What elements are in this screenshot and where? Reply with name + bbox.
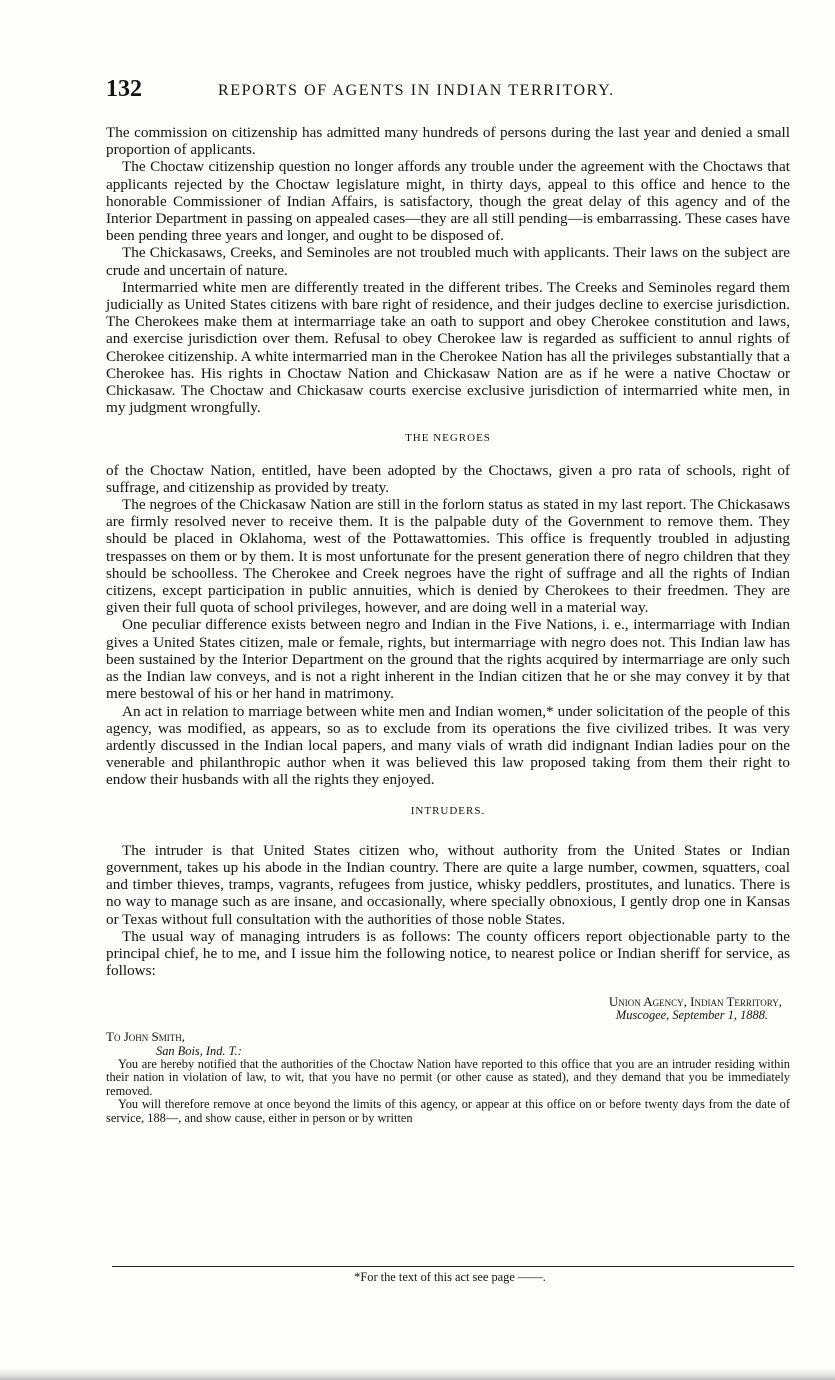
paragraph: of the Choctaw Nation, entitled, have been adopted by the Choctaws, given a pro rata of schools, right of suffrage, and citizenship as provided by treaty.	[106, 461, 790, 496]
paragraph: The intruder is that United States citizen who, without authority from the United States or Indian government, takes up his abode in the Indian country. There are quite a large number, cowmen, squatters, coal and timber thieves, tramps, vagrants, refugees from justice, whisky peddlers, prostitutes, and lunatics. There is no way to manage such as are insane, and occasionally, where specially obnoxious, I gently drop one in Kansas or Texas without full consultation with the authorities of those noble States.	[106, 841, 790, 928]
body-text	[106, 124, 790, 1125]
section-heading-negroes: THE NEGROES	[405, 432, 491, 445]
section-heading-intruders: INTRUDERS.	[410, 804, 486, 817]
paragraph: The Chickasaws, Creeks, and Seminoles are not troubled much with applicants. Their laws on the subject are crude and uncertain of nature.	[106, 244, 790, 279]
footnote-rule	[112, 1266, 794, 1267]
notice-paragraph: You are hereby notified that the authorities of the Choctaw Nation have reported to this office that you are an intruder residing within their nation in violation of law, to wit, that you have no permit (or other cause as stated), and they demand that you be immediately removed.	[106, 1056, 790, 1098]
running-title: REPORTS OF AGENTS IN INDIAN TERRITORY.	[218, 82, 615, 99]
paragraph: The usual way of managing intruders is as follows: The county officers report objectionable party to the principal chief, he to me, and I issue him the following notice, to nearest police or Indian sheriff for service, as follows:	[106, 927, 790, 980]
notice-place: Union Agency, Indian Territory,	[608, 994, 782, 1010]
paragraph: An act in relation to marriage between white men and Indian women,* under solicitation of the people of this agency, was modified, as appears, so as to exclude from its operations the five civilized tribes. It was very ardently discussed in the Indian local papers, and many vials of wrath did indignant Indian ladies pour on the venerable and philanthropic author when it was believed this law proposed taking from them their right to endow their husbands with all the rights they enjoyed.	[106, 702, 790, 789]
notice-date: Muscogee, September 1, 1888.	[615, 1007, 768, 1022]
recipient-address: San Bois, Ind. T.:	[156, 1043, 242, 1058]
footnote: *For the text of this act see page ——.	[354, 1270, 546, 1284]
recipient-name: To John Smith,	[106, 1029, 185, 1045]
paragraph: The Choctaw citizenship question no longer affords any trouble under the agreement with the Choctaws that applicants rejected by the Choctaw legislature might, in thirty days, appeal to this office and hence to the honorable Commissioner of Indian Affairs, is satisfactory, though the great delay of this agency and of the Interior Department in passing on appealed cases—they are all still pending—is embarrassing. These cases have been pending three years and longer, and ought to be disposed of.	[106, 158, 790, 245]
paragraph: Intermarried white men are differently treated in the different tribes. The Creeks and Seminoles regard them judicially as United States citizens with bare right of residence, and their judges decline to exercise jurisdiction. The Cherokees make them at intermarriage take an oath to support and obey Cherokee constitution and laws, and exercise jurisdiction over them. Refusal to obey Cherokee law is regarded as sufficient to annul rights of Cherokee citizenship. A white intermarried man in the Cherokee Nation has all the privileges substantially that a Cherokee has. His rights in Choctaw Nation and Chickasaw Nation are as if he were a native Choctaw or Chickasaw. The Choctaw and Chickasaw courts exercise exclusive jurisdiction of intermarried white men, in my judgment wrongfully.	[106, 278, 790, 417]
paragraph: The negroes of the Chickasaw Nation are still in the forlorn status as stated in my last report. The Chickasaws are firmly resolved never to receive them. It is the palpable duty of the Government to remove them. They should be placed in Oklahoma, west of the Pottawattomies. This office is frequently troubled in adjusting trespasses on them or by them. It is most unfortunate for the present generation there of negro children that they should be schoolless. The Cherokee and Creek negroes have the right of suffrage and all the rights of Indian citizens, except participation in public annuities, which is denied by Cherokees to their freedmen. They are given their full quota of school privileges, however, and are doing well in a material way.	[106, 496, 790, 617]
notice-header	[106, 995, 790, 1022]
page-edge	[0, 1368, 835, 1380]
page-number: 132	[106, 76, 142, 102]
paragraph: The commission on citizenship has admitted many hundreds of persons during the last year and denied a small proportion of applicants.	[106, 124, 790, 159]
notice-recipient	[106, 1030, 790, 1058]
page-header	[106, 76, 788, 108]
paragraph: One peculiar difference exists between negro and Indian in the Five Nations, i. e., intermarriage with Indian gives a United States citizen, male or female, rights, but intermarriage with negro does not. This Indian law has been sustained by the Interior Department on the ground that the rights acquired by intermarriage are only such as the Indian law conveys, and is not a right inherent in the Indian citizen that he or she may convey it by that mere bestowal of his or her hand in matrimony.	[106, 616, 790, 703]
notice-paragraph: You will therefore remove at once beyond the limits of this agency, or appear at this office on or before twenty days from the date of service, 188—, and show cause, either in person or by written	[106, 1097, 790, 1125]
notice-form	[106, 995, 790, 1125]
